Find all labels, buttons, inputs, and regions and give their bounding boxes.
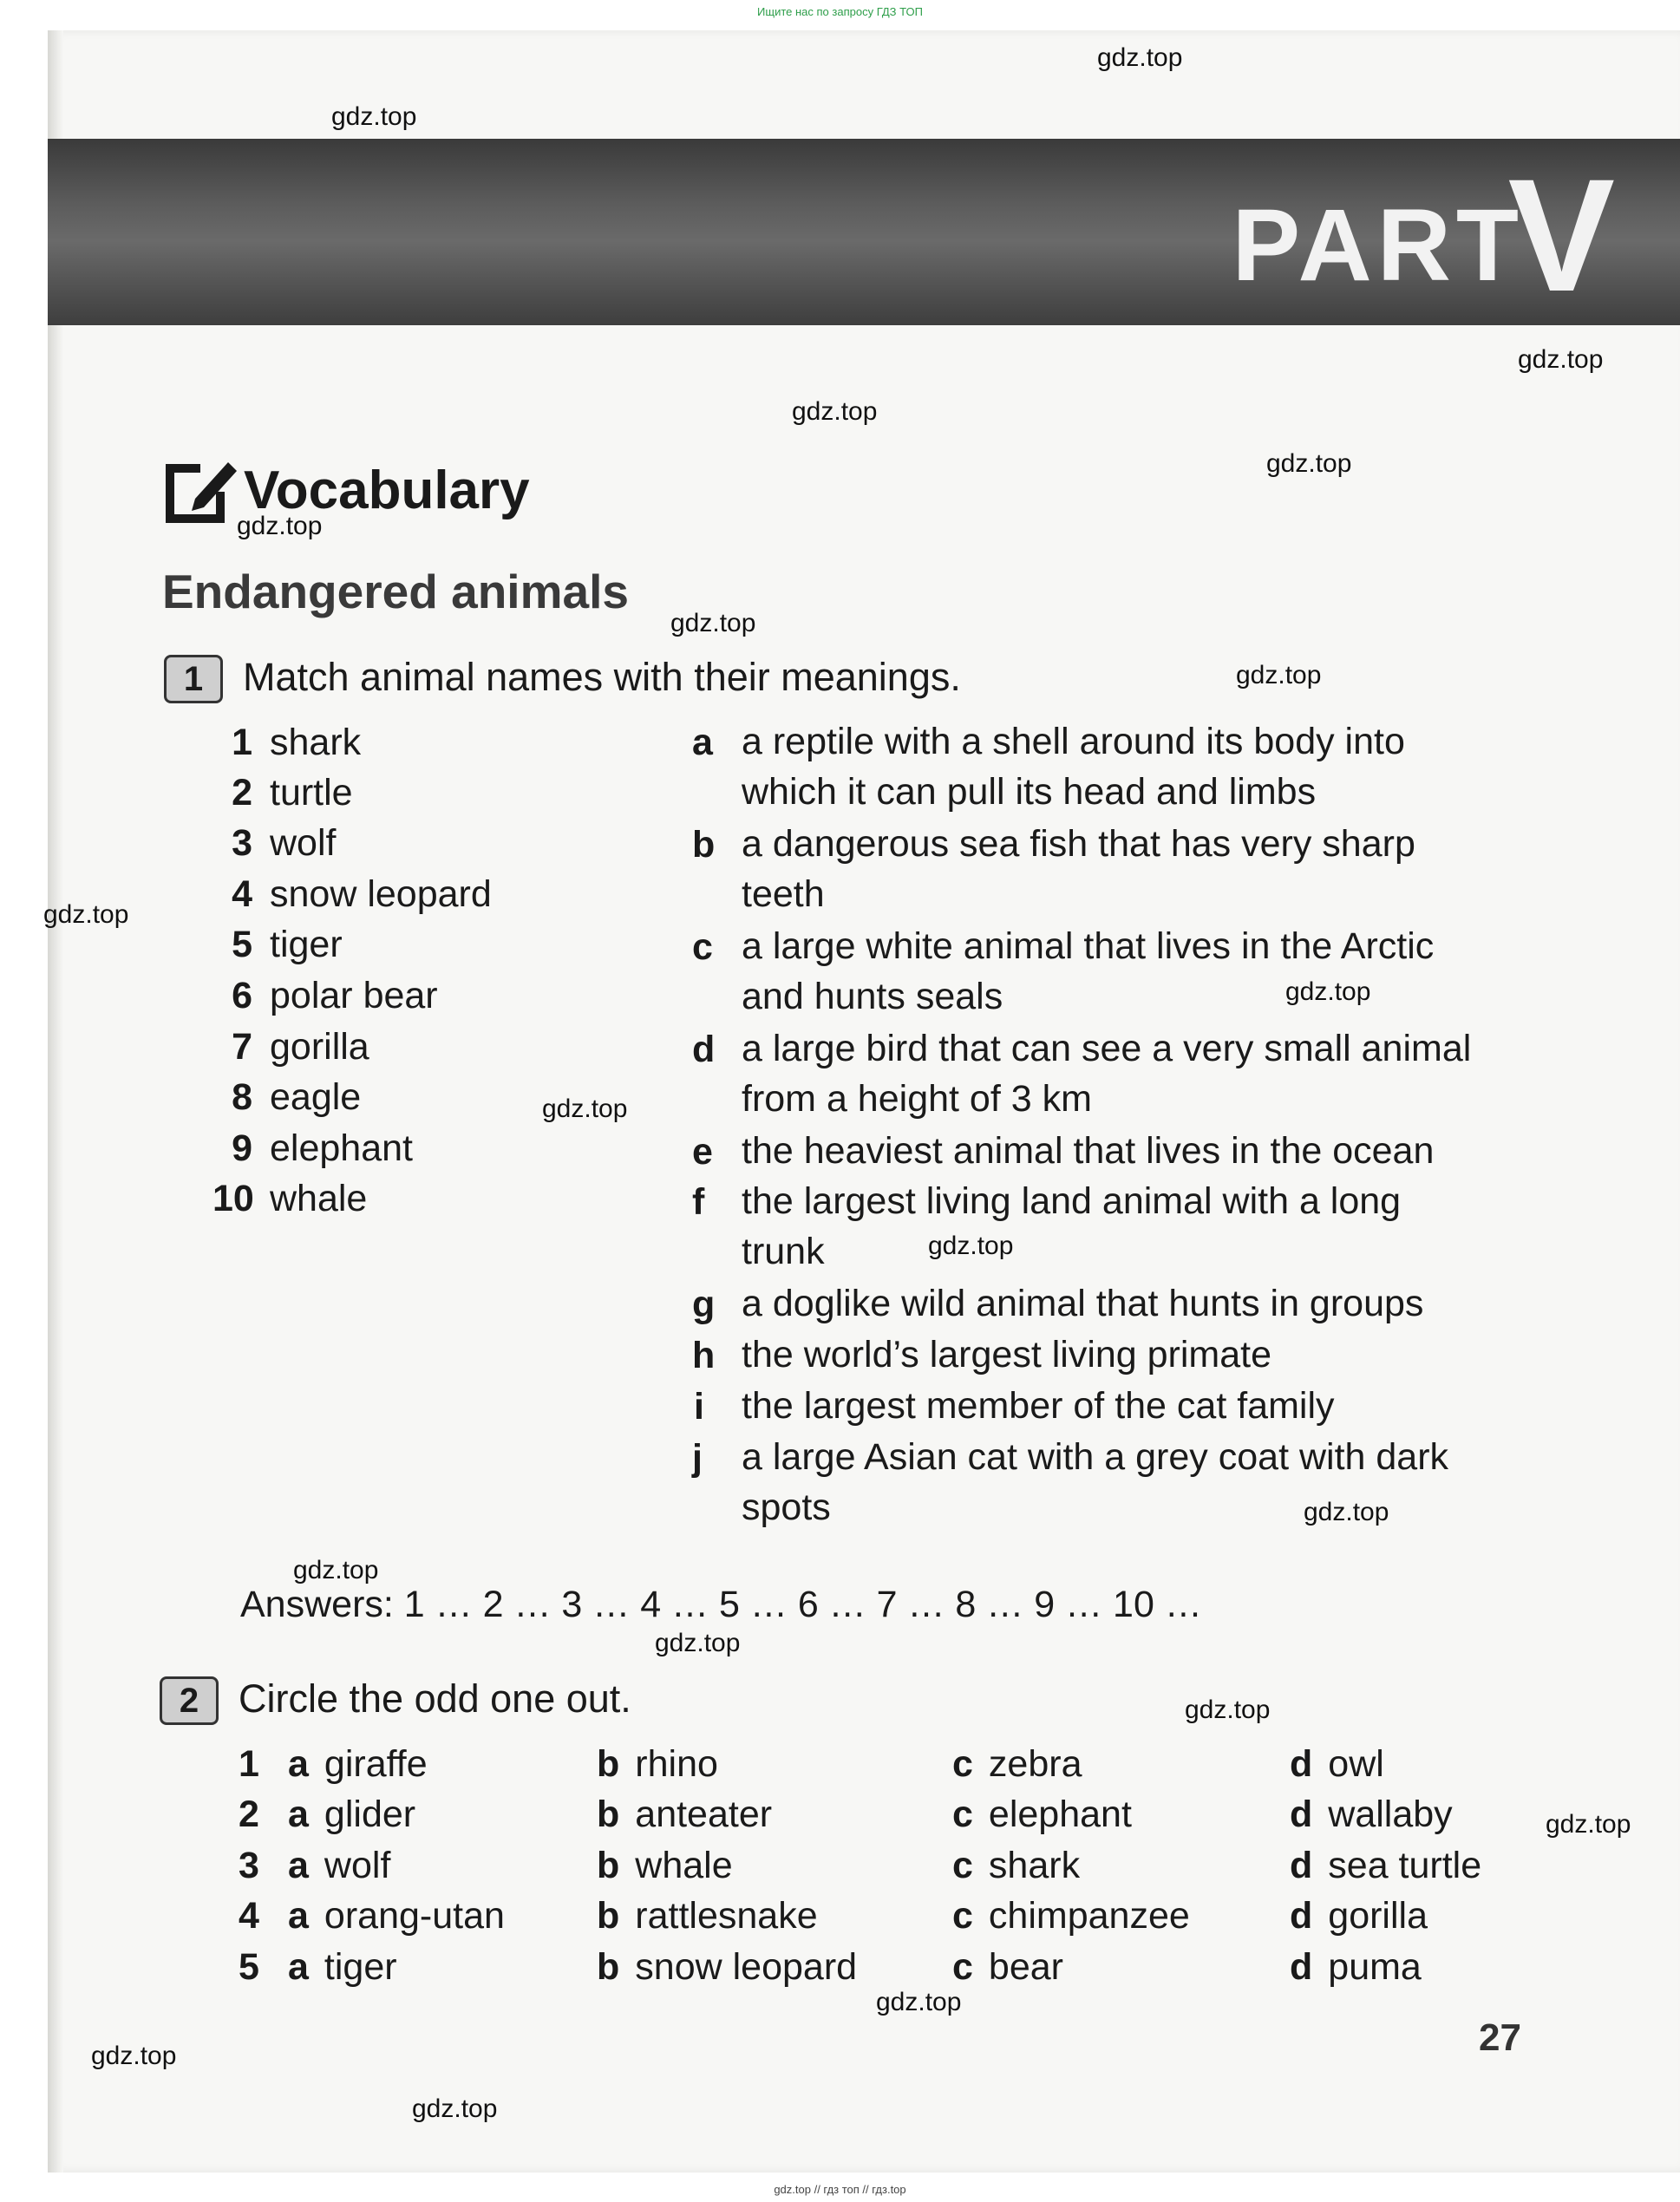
option-a: a glider [288, 1794, 416, 1835]
list-item: 10 whale [212, 1178, 368, 1219]
watermark: gdz.top [1518, 345, 1604, 374]
watermark: gdz.top [792, 397, 878, 426]
watermark: gdz.top [1285, 977, 1371, 1006]
watermark: gdz.top [928, 1232, 1014, 1260]
meaning-letter: f [692, 1181, 705, 1223]
list-item: 9 elephant [232, 1127, 413, 1169]
option-c: c chimpanzee [952, 1895, 1190, 1937]
list-item: 1 shark [232, 722, 362, 763]
meaning-letter: d [692, 1029, 716, 1070]
watermark: gdz.top [876, 1988, 962, 2016]
meaning-letter: e [692, 1131, 713, 1173]
page-number: 27 [1479, 2016, 1521, 2059]
row-number: 1 [239, 1743, 259, 1785]
watermark: gdz.top [542, 1094, 628, 1123]
meaning-text: a dangerous sea fish that has very sharp teeth [742, 823, 1415, 915]
list-item: 3 wolf [232, 822, 337, 864]
option-b: b anteater [597, 1794, 773, 1835]
meaning-text: the world’s largest living primate [742, 1334, 1272, 1375]
meaning-text: the largest member of the cat family [742, 1385, 1335, 1427]
meaning-text: the heaviest animal that lives in the ocean [742, 1130, 1435, 1172]
watermark: gdz.top [670, 609, 756, 637]
watermark: gdz.top [293, 1556, 379, 1585]
row-number: 4 [239, 1895, 259, 1937]
watermark: gdz.top [412, 2094, 498, 2123]
watermark: gdz.top [331, 102, 417, 131]
watermark: gdz.top [655, 1629, 741, 1657]
list-item: 6 polar bear [232, 975, 438, 1016]
meaning-text: a large bird that can see a very small animal from a height of 3 km [742, 1028, 1472, 1120]
list-item: 5 tiger [232, 924, 343, 965]
option-d: d owl [1290, 1743, 1384, 1785]
option-c: c zebra [952, 1743, 1082, 1785]
exercise-1-title: Match animal names with their meanings. [243, 655, 961, 699]
meaning-text: the largest living land animal with a long trunk [742, 1180, 1402, 1272]
list-item: 4 snow leopard [232, 873, 492, 915]
exercise-2-title: Circle the odd one out. [239, 1676, 631, 1721]
meaning-text: a large Asian cat with a grey coat with dark spots [742, 1436, 1449, 1528]
meaning-text: a doglike wild animal that hunts in groups [742, 1283, 1424, 1324]
row-number: 2 [239, 1794, 259, 1835]
meaning-letter: c [692, 926, 713, 968]
option-a: a tiger [288, 1946, 397, 1988]
list-item: 2 turtle [232, 772, 353, 813]
option-d: d sea turtle [1290, 1845, 1482, 1886]
meaning-letter: g [692, 1284, 716, 1325]
answers-line: Answers: 1 … 2 … 3 … 4 … 5 … 6 … 7 … 8 … 9 … 10 … [240, 1584, 1202, 1625]
watermark: gdz.top [1236, 661, 1322, 689]
watermark: gdz.top [43, 900, 129, 929]
top-note: Ищите нас по запросу ГДЗ ТОП [757, 5, 923, 18]
exercise-1-number: 1 [164, 655, 223, 703]
watermark: gdz.top [237, 512, 323, 540]
option-a: a orang-utan [288, 1895, 505, 1937]
option-a: a wolf [288, 1845, 391, 1886]
option-c: c shark [952, 1845, 1081, 1886]
section-heading [160, 455, 530, 525]
watermark: gdz.top [1097, 43, 1183, 72]
meaning-text: a reptile with a shell around its body into which it can pull its head and limbs [742, 721, 1405, 813]
row-number: 5 [239, 1946, 259, 1988]
option-b: b rhino [597, 1743, 718, 1785]
option-d: d gorilla [1290, 1895, 1428, 1937]
list-item: 8 eagle [232, 1076, 362, 1118]
exercise-2-number: 2 [160, 1676, 219, 1725]
meaning-letter: j [692, 1437, 703, 1479]
section-title: Vocabulary [244, 460, 530, 520]
watermark: gdz.top [1304, 1498, 1389, 1526]
banner-part-number: V [1507, 147, 1615, 325]
option-b: b snow leopard [597, 1946, 858, 1988]
page-binding [48, 30, 63, 2173]
watermark: gdz.top [1266, 449, 1352, 478]
watermark: gdz.top [91, 2042, 177, 2070]
row-number: 3 [239, 1845, 259, 1886]
watermark: gdz.top [1185, 1696, 1271, 1724]
meaning-letter: h [692, 1335, 716, 1376]
meaning-letter: b [692, 824, 716, 866]
option-d: d puma [1290, 1946, 1422, 1988]
option-d: d wallaby [1290, 1794, 1453, 1835]
meaning-letter: a [692, 722, 713, 763]
bottom-note: gdz.top // гдз топ // гдз.top [774, 2183, 906, 2196]
meaning-letter: i [694, 1386, 704, 1428]
option-b: b rattlesnake [597, 1895, 818, 1937]
pencil-check-icon [160, 455, 239, 525]
meaning-text: a large white animal that lives in the Arctic and hunts seals [742, 925, 1435, 1017]
option-c: c bear [952, 1946, 1063, 1988]
list-item: 7 gorilla [232, 1026, 369, 1068]
option-a: a giraffe [288, 1743, 428, 1785]
option-b: b whale [597, 1845, 733, 1886]
option-c: c elephant [952, 1794, 1132, 1835]
watermark: gdz.top [1546, 1810, 1631, 1839]
banner-part-label: PART [1232, 188, 1524, 303]
topic-title: Endangered animals [162, 565, 629, 618]
